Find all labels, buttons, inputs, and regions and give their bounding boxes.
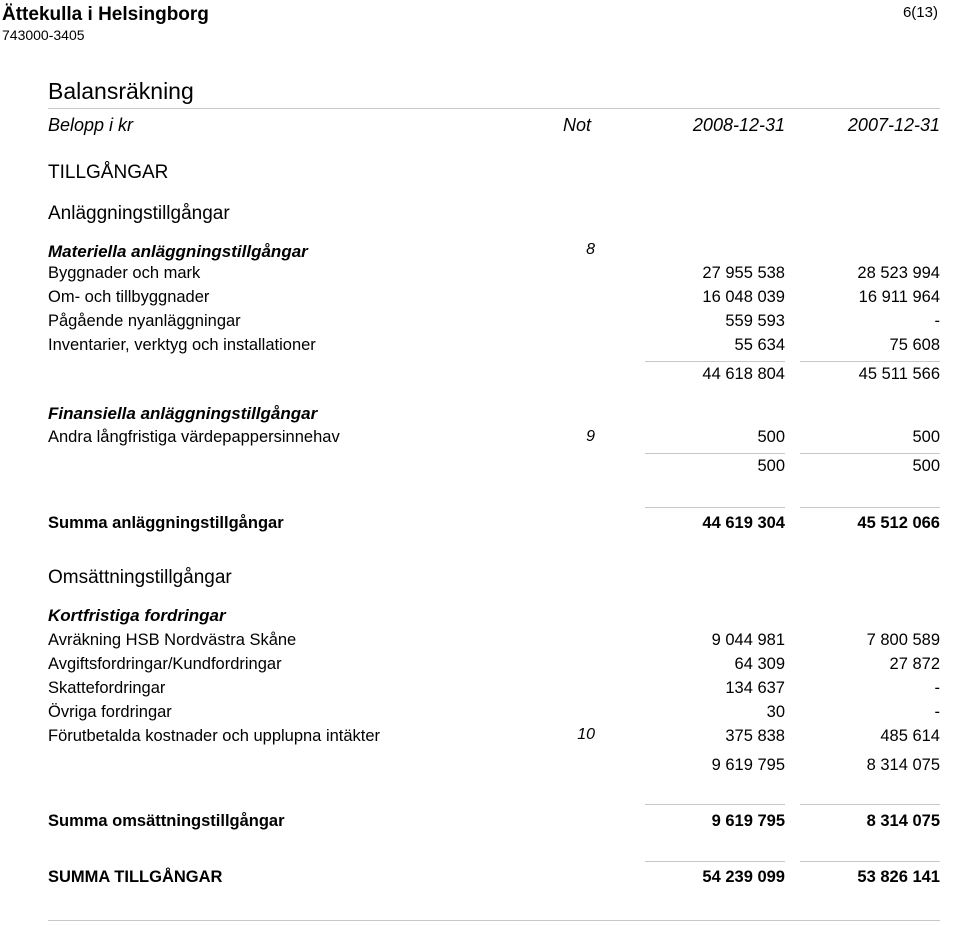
sum-current-label: Summa omsättningstillgångar [48,812,285,830]
tangible-subtotal-2008: 44 618 804 [702,365,785,383]
table-row-label: Andra långfristiga värdepappersinnehav [48,428,340,446]
tangible-heading: Materiella anläggningstillgångar [48,242,308,261]
table-row-value-2008: 559 593 [725,312,785,330]
table-row-value-2008: 16 048 039 [702,288,785,306]
section-assets: TILLGÅNGAR [48,162,169,183]
table-row-value-2008: 9 044 981 [711,631,785,649]
table-row-label: Skattefordringar [48,679,166,697]
sum-fixed-label: Summa anläggningstillgångar [48,514,284,532]
sum-fixed-2007: 45 512 066 [857,514,940,532]
financial-subtotal-2007: 500 [912,457,940,475]
column-header-amount: Belopp i kr [48,115,134,135]
column-header-note: Not [563,115,592,135]
organization-name: Ättekulla i Helsingborg [2,4,209,25]
table-row-value-2008: 500 [757,428,785,446]
sum-assets-2008: 54 239 099 [702,868,785,886]
section-fixed-assets: Anläggningstillgångar [48,203,230,224]
table-row-label: Pågående nyanläggningar [48,312,241,330]
table-row-value-2007: 75 608 [889,336,940,354]
sum-current-2008: 9 619 795 [711,812,785,830]
organization-number: 743000-3405 [2,27,85,43]
total-rule [645,804,785,805]
column-header-year2: 2007-12-31 [847,115,940,135]
financial-heading: Finansiella anläggningstillgångar [48,404,318,423]
table-row-value-2008: 27 955 538 [702,264,785,282]
page-title: Balansräkning [48,78,194,104]
table-row-note: 10 [577,726,595,743]
title-rule [48,108,940,109]
table-row-label: Avräkning HSB Nordvästra Skåne [48,631,297,649]
table-row-label: Övriga fordringar [48,703,172,721]
table-row-note: 9 [586,428,595,445]
table-row-value-2007: 27 872 [889,655,940,673]
footer-rule [48,920,940,921]
table-row-value-2008: 64 309 [734,655,785,673]
total-rule [800,861,940,862]
total-rule [800,804,940,805]
page-number: 6(13) [902,4,938,21]
table-row-label: Om- och tillbyggnader [48,288,210,306]
receivables-subtotal-2007: 8 314 075 [866,756,940,774]
receivables-subtotal-2008: 9 619 795 [711,756,785,774]
table-row-value-2008: 30 [766,703,785,721]
section-current-assets: Omsättningstillgångar [48,567,232,588]
sum-assets-2007: 53 826 141 [857,868,940,886]
subtotal-rule [645,453,785,454]
column-header-year1: 2008-12-31 [692,115,785,135]
table-row-label: Inventarier, verktyg och installationer [48,336,316,354]
table-row-value-2007: - [934,703,940,721]
sum-fixed-2008: 44 619 304 [702,514,785,532]
subtotal-rule [645,361,785,362]
table-row-label: Byggnader och mark [48,264,201,282]
financial-subtotal-2008: 500 [757,457,785,475]
table-row-value-2008: 134 637 [725,679,785,697]
total-rule [645,861,785,862]
sum-assets-label: SUMMA TILLGÅNGAR [48,868,223,886]
total-rule [645,507,785,508]
table-row-value-2007: 500 [912,428,940,446]
subtotal-rule [800,453,940,454]
table-row-label: Förutbetalda kostnader och upplupna intäkter [48,727,381,745]
table-row-value-2008: 375 838 [725,727,785,745]
total-rule [800,507,940,508]
tangible-subtotal-2007: 45 511 566 [858,365,940,383]
table-row-value-2007: 485 614 [880,727,940,745]
sum-current-2007: 8 314 075 [866,812,940,830]
subtotal-rule [800,361,940,362]
table-row-value-2007: 7 800 589 [866,631,940,649]
tangible-note: 8 [586,241,595,258]
table-row-label: Avgiftsfordringar/Kundfordringar [48,655,282,673]
table-row-value-2007: 28 523 994 [857,264,940,282]
table-row-value-2008: 55 634 [734,336,785,354]
table-row-value-2007: 16 911 964 [858,288,940,306]
table-row-value-2007: - [934,312,940,330]
table-row-value-2007: - [934,679,940,697]
receivables-heading: Kortfristiga fordringar [48,606,226,625]
